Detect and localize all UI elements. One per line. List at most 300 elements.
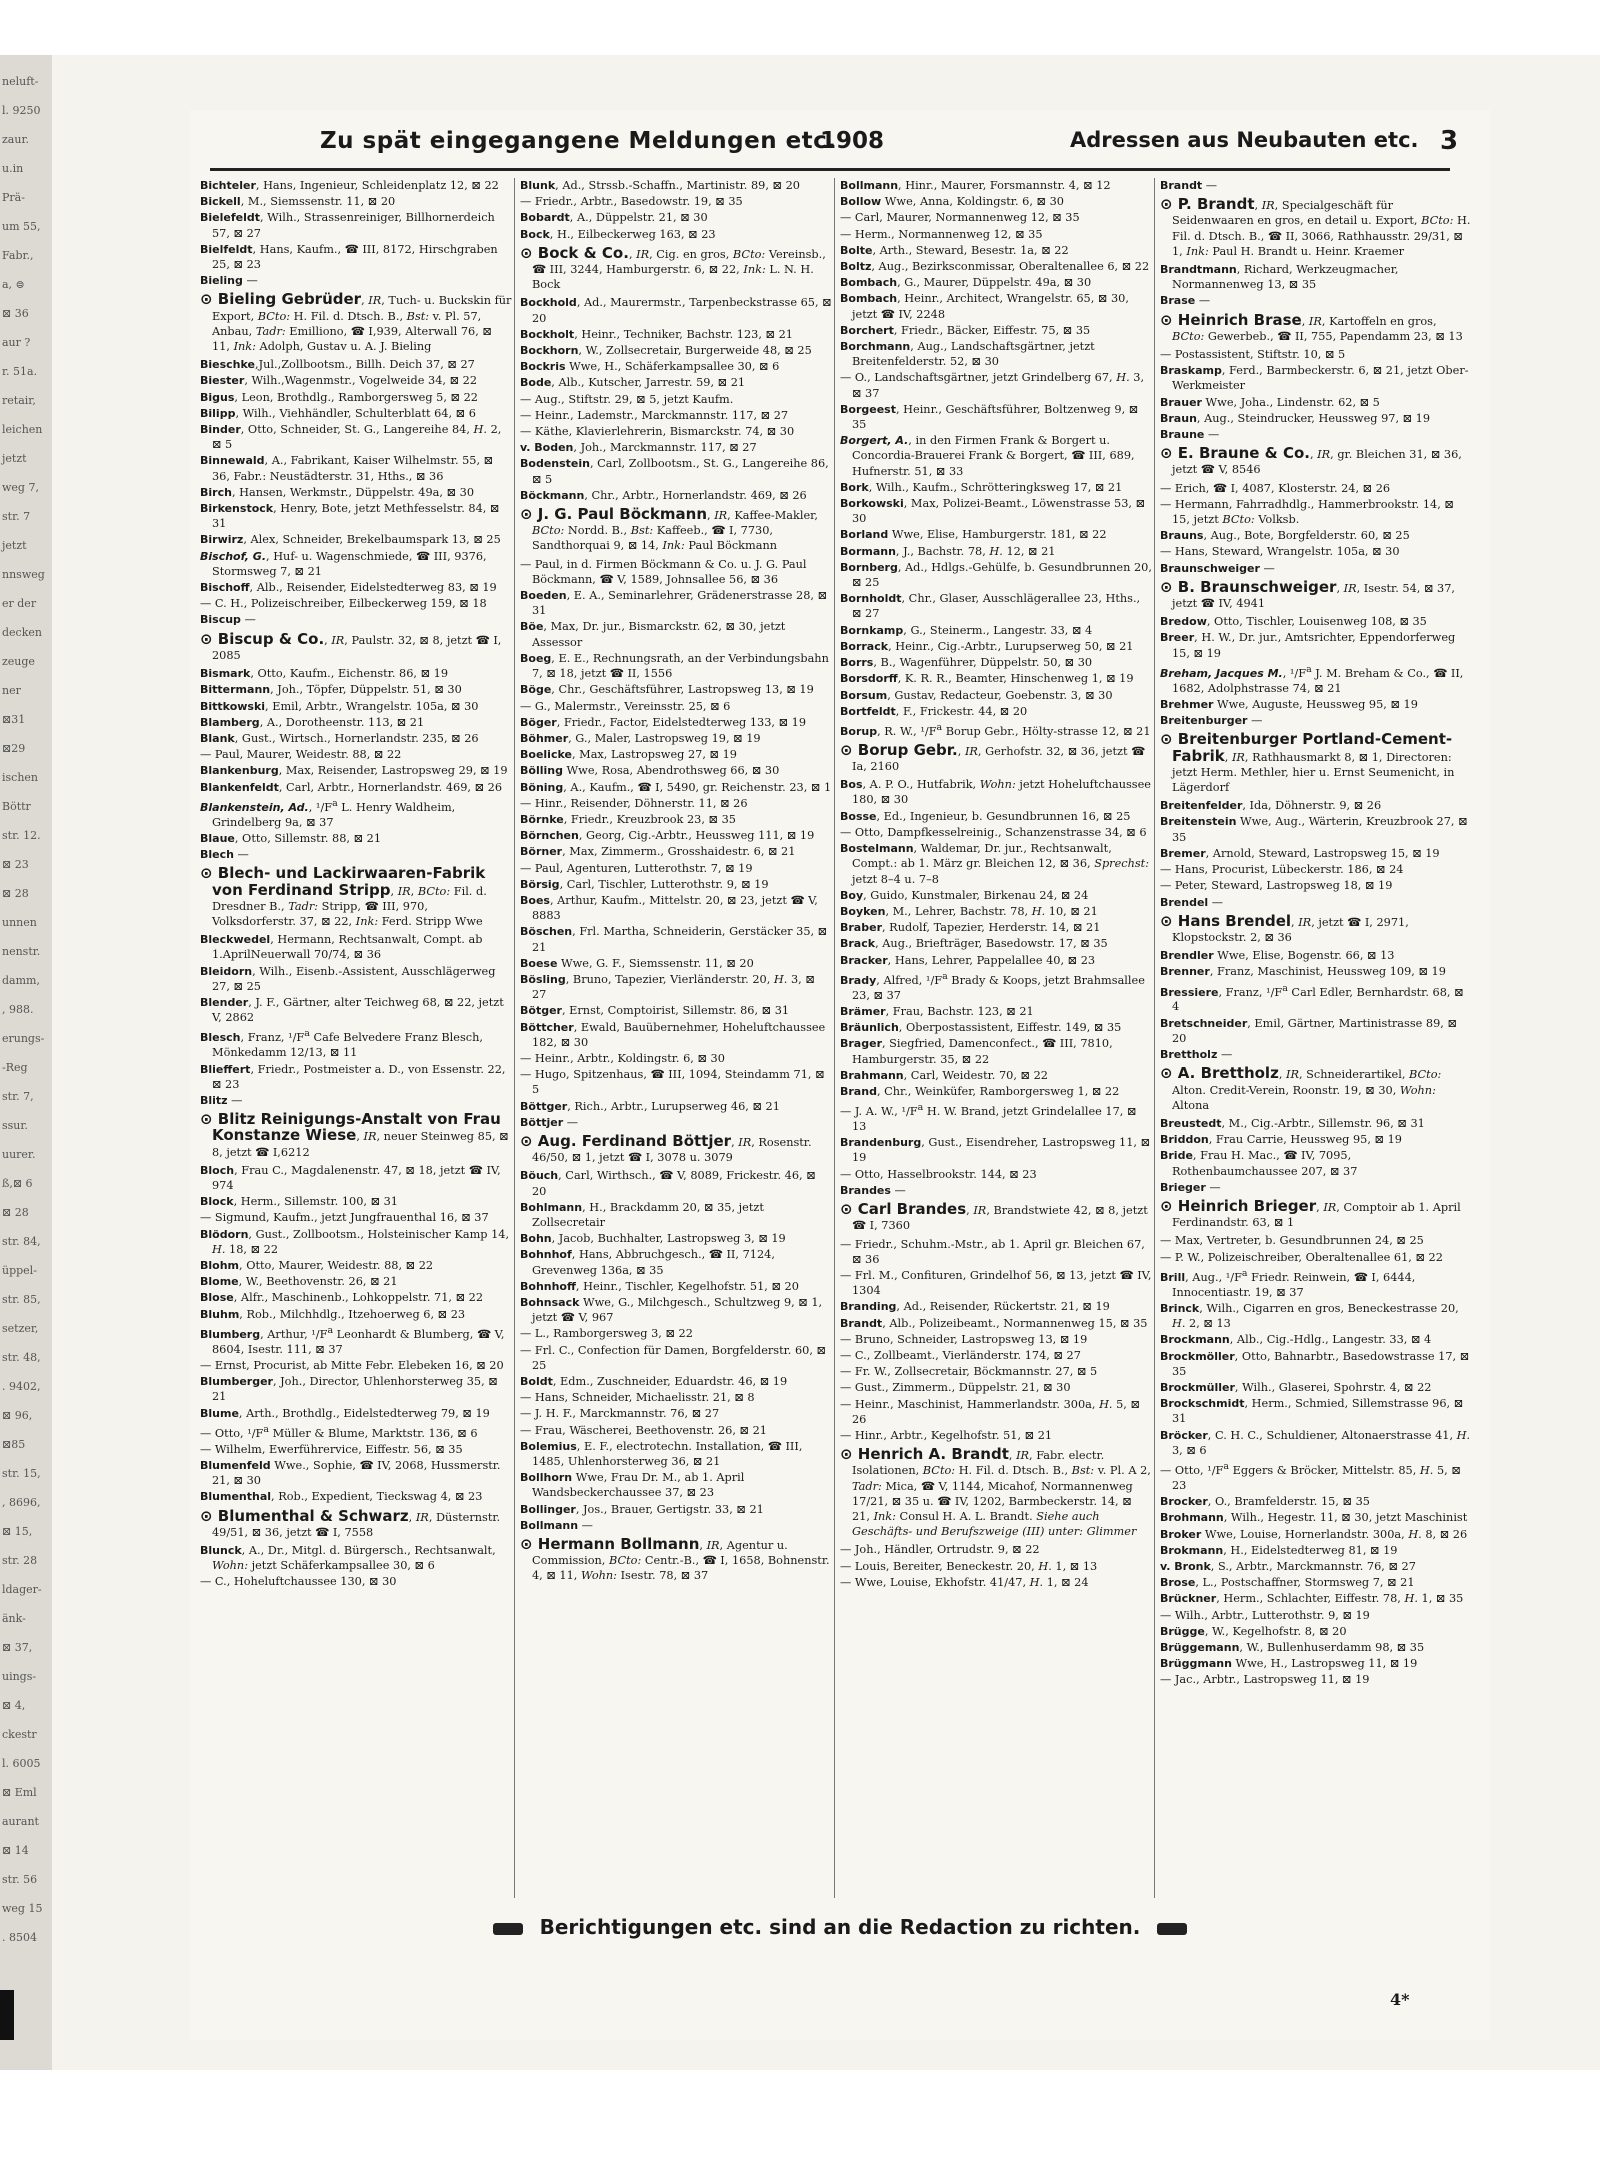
directory-entry: Blumenfeld Wwe., Sophie, ☎ IV, 2068, Hussmerstr. 21, ⊠ 30 — [200, 1458, 501, 1488]
directory-entry: Breitenburger — — [1160, 714, 1263, 728]
previous-page-fragment: damm, — [2, 974, 40, 987]
directory-entry: Borgeest, Heinr., Geschäftsführer, Boltzenweg 9, ⊠ 35 — [840, 402, 1139, 432]
directory-entry: — Otto, Hasselbrookstr. 144, ⊠ 23 — [840, 1167, 1037, 1181]
directory-entry: Boese Wwe, G. F., Siemssenstr. 11, ⊠ 20 — [520, 956, 754, 970]
previous-page-fragment: zaur. — [2, 133, 29, 146]
column-4 — [1160, 178, 1472, 1898]
directory-entry: — Frl. M., Confituren, Grindelhof 56, ⊠ 13, jetzt ☎ IV, 1304 — [840, 1268, 1152, 1298]
directory-entry: Borkowski, Max, Polizei-Beamt., Löwenstrasse 53, ⊠ 30 — [840, 497, 1146, 526]
directory-entry: Brauns, Aug., Bote, Borgfelderstr. 60, ⊠ 25 — [1160, 529, 1410, 543]
directory-entry: Börner, Max, Zimmerm., Grosshaidestr. 6, ⊠ 21 — [520, 845, 796, 859]
directory-entry: Brill, Aug., $^1/F^a$ Friedr. Reinwein, ☎ I, 6444, Innocentiastr. 19, ⊠ 37 — [1160, 1267, 1416, 1299]
directory-entry: — Heinr., Maschinist, Hammerlandstr. 300a, H. 5, ⊠ 26 — [840, 1397, 1140, 1426]
directory-entry: Börsig, Carl, Tischler, Lutterothstr. 9, ⊠ 19 — [520, 877, 769, 891]
directory-entry: — Max, Vertreter, b. Gesundbrunnen 24, ⊠ 25 — [1160, 1234, 1424, 1248]
directory-entry: Borchmann, Aug., Landschaftsgärtner, jetzt Breitenfelderstr. 52, ⊠ 30 — [840, 340, 1095, 369]
directory-entry: Brauer Wwe, Joha., Lindenstr. 62, ⊠ 5 — [1160, 395, 1380, 409]
directory-entry: Bode, Alb., Kutscher, Jarrestr. 59, ⊠ 21 — [520, 376, 746, 390]
previous-page-fragment: unnen — [2, 916, 37, 929]
directory-entry: Bretschneider, Emil, Gärtner, Martinistrasse 89, ⊠ 20 — [1160, 1016, 1457, 1045]
directory-entry: Bolte, Arth., Steward, Besestr. 1a, ⊠ 22 — [840, 243, 1069, 257]
directory-entry: Borrs, B., Wagenführer, Düppelstr. 50, ⊠ 30 — [840, 656, 1093, 670]
directory-entry: — Wwe, Louise, Ekhofstr. 41/47, H. 1, ⊠ 24 — [840, 1575, 1089, 1589]
directory-entry: Bockhold, Ad., Maurermstr., Tarpenbeckstrasse 65, ⊠ 20 — [520, 296, 832, 325]
previous-page-fragment: str. 12. — [2, 829, 41, 842]
directory-entry: Bohnhof, Hans, Abbruchgesch., ☎ II, 7124, Grevenweg 136a, ⊠ 35 — [520, 1248, 775, 1277]
directory-entry: Borup, R. W., $^1/F^a$ Borup Gebr., Hölty-strasse 12, ⊠ 21 — [840, 721, 1151, 738]
directory-entry: — Otto, Dampfkesselreinig., Schanzenstrasse 34, ⊠ 6 — [840, 825, 1147, 839]
directory-entry: ⊙ A. Brettholz, IR, Schneiderartikel, BCto: Alton. Credit-Verein, Roonstr. 19, ⊠ 30, Wohn: Altona — [1160, 1064, 1442, 1112]
previous-page-edge — [0, 55, 52, 2070]
directory-entry: Bockhorn, W., Zollsecretair, Burgerweide 48, ⊠ 25 — [520, 344, 812, 358]
directory-entry: Bollhorn Wwe, Frau Dr. M., ab 1. April Wandsbeckerchaussee 37, ⊠ 23 — [520, 1471, 745, 1500]
directory-entry: Böger, Friedr., Factor, Eidelstedterweg 133, ⊠ 19 — [520, 715, 807, 729]
directory-entry: Blumberg, Arthur, $^1/F^a$ Leonhardt & Blumberg, ☎ V, 8604, Isestr. 111, ⊠ 37 — [200, 1324, 505, 1356]
directory-entry: Bos, A. P. O., Hutfabrik, Wohn: jetzt Hoheluftchaussee 180, ⊠ 30 — [840, 778, 1151, 807]
directory-entry: Brandenburg, Gust., Eisendreher, Lastropsweg 11, ⊠ 19 — [840, 1136, 1151, 1165]
directory-entry: Bredow, Otto, Tischler, Louisenweg 108, ⊠ 35 — [1160, 615, 1427, 629]
previous-page-fragment: ⊠ 36 — [2, 307, 29, 320]
directory-entry: — L., Ramborgersweg 3, ⊠ 22 — [520, 1327, 693, 1341]
directory-entry: Blödorn, Gust., Zollbootsm., Holsteinischer Kamp 14, H. 18, ⊠ 22 — [200, 1227, 510, 1256]
directory-entry: Bombach, Heinr., Architect, Wrangelstr. 65, ⊠ 30, jetzt ☎ IV, 2248 — [840, 292, 1129, 321]
directory-entry: Bleidorn, Wilh., Eisenb.-Assistent, Ausschlägerweg 27, ⊠ 25 — [200, 964, 496, 993]
directory-entry: Boeg, E. E., Rechnungsrath, an der Verbindungsbahn 7, ⊠ 18, jetzt ☎ II, 1556 — [520, 651, 829, 681]
directory-entry: Bötger, Ernst, Comptoirist, Sillemstr. 86, ⊠ 31 — [520, 1004, 790, 1018]
directory-entry: Bielfeldt, Hans, Kaufm., ☎ III, 8172, Hirschgraben 25, ⊠ 23 — [200, 242, 498, 272]
previous-page-fragment: zeuge — [2, 655, 35, 668]
previous-page-fragment: leichen — [2, 423, 43, 436]
directory-entry: Brocker, O., Bramfelderstr. 15, ⊠ 35 — [1160, 1495, 1370, 1509]
directory-entry: Bork, Wilh., Kaufm., Schrötteringksweg 17, ⊠ 21 — [840, 480, 1123, 494]
signature-mark: 4* — [1390, 1990, 1410, 2009]
directory-entry: Breitenstein Wwe, Aug., Wärterin, Kreuzbrook 27, ⊠ 35 — [1160, 815, 1468, 844]
header-left-title: Zu spät eingegangene Meldungen etc. — [320, 128, 837, 154]
directory-entry: Boes, Arthur, Kaufm., Mittelstr. 20, ⊠ 23, jetzt ☎ V, 8883 — [520, 893, 818, 923]
directory-entry: — J. H. F., Marckmannstr. 76, ⊠ 27 — [520, 1407, 720, 1421]
directory-entry: — Heinr., Lademstr., Marckmannstr. 117, ⊠ 27 — [520, 408, 789, 422]
directory-entry: Borsum, Gustav, Redacteur, Goebenstr. 3, ⊠ 30 — [840, 688, 1113, 702]
directory-entry: Boldt, Edm., Zuschneider, Eduardstr. 46, ⊠ 19 — [520, 1375, 788, 1389]
directory-entry: — P. W., Polizeischreiber, Oberaltenallee 61, ⊠ 22 — [1160, 1250, 1443, 1264]
directory-entry: Breer, H. W., Dr. jur., Amtsrichter, Eppendorferweg 15, ⊠ 19 — [1160, 631, 1456, 660]
directory-entry: — Heinr., Arbtr., Koldingstr. 6, ⊠ 30 — [520, 1051, 725, 1065]
previous-page-fragment: ⊠ 28 — [2, 887, 29, 900]
directory-entry: Bieschke,Jul.,Zollbootsm., Billh. Deich 37, ⊠ 27 — [200, 358, 475, 372]
directory-entry: Bluhm, Rob., Milchhdlg., Itzehoerweg 6, ⊠ 23 — [200, 1307, 466, 1321]
previous-page-fragment: ⊠ 96, — [2, 1409, 33, 1422]
previous-page-fragment: jetzt — [2, 452, 27, 465]
directory-page — [190, 110, 1490, 2040]
directory-entry: Bolemius, E. F., electrotechn. Installation, ☎ III, 1485, Uhlenhorsterweg 36, ⊠ 21 — [520, 1439, 803, 1469]
directory-entry: ⊙ Blech- und Lackirwaaren-Fabrik von Ferdinand Stripp, IR, BCto: Fil. d. Dresdner B., Tadr: Stripp, ☎ III, 970, Volksdorferstr. 37, ⊠ 22, Ink: Ferd. Stripp Wwe — [200, 864, 487, 928]
directory-entry: — Wilh., Arbtr., Lutterothstr. 9, ⊠ 19 — [1160, 1608, 1370, 1622]
directory-entry: Brockmöller, Otto, Bahnarbtr., Basedowstrasse 17, ⊠ 35 — [1160, 1349, 1470, 1378]
directory-entry: — Ernst, Procurist, ab Mitte Febr. Elebeken 16, ⊠ 20 — [200, 1358, 504, 1372]
directory-entry: — Frl. C., Confection für Damen, Borgfelderstr. 60, ⊠ 25 — [520, 1343, 826, 1372]
directory-entry: Brügge, W., Kegelhofstr. 8, ⊠ 20 — [1160, 1624, 1347, 1638]
pointing-hand-icon — [493, 1923, 523, 1935]
directory-entry: Brady, Alfred, $^1/F^a$ Brady & Koops, jetzt Brahmsallee 23, ⊠ 37 — [840, 970, 1145, 1002]
previous-page-fragment: retair, — [2, 394, 36, 407]
directory-entry: ⊙ Blitz Reinigungs-Anstalt von Frau Konstanze Wiese, IR, neuer Steinweg 85, ⊠ 8, jetzt ☎ I,6212 — [200, 1110, 509, 1159]
directory-entry: Bigus, Leon, Brothdlg., Ramborgersweg 5, ⊠ 22 — [200, 390, 478, 404]
column-divider — [1154, 178, 1155, 1898]
directory-entry: Branding, Ad., Reisender, Rückertstr. 21, ⊠ 19 — [840, 1300, 1110, 1314]
directory-entry: Bohnhoff, Heinr., Tischler, Kegelhofstr. 51, ⊠ 20 — [520, 1279, 799, 1293]
directory-entry: Block, Herm., Sillemstr. 100, ⊠ 31 — [200, 1195, 398, 1209]
directory-entry: Bielefeldt, Wilh., Strassenreiniger, Billhornerdeich 57, ⊠ 27 — [200, 211, 495, 240]
directory-entry: Brüggmann Wwe, H., Lastropsweg 11, ⊠ 19 — [1160, 1657, 1418, 1671]
previous-page-fragment: ssur. — [2, 1119, 28, 1132]
previous-page-fragment: ⊠85 — [2, 1438, 26, 1451]
directory-entry: — Fr. W., Zollsecretair, Böckmannstr. 27, ⊠ 5 — [840, 1365, 1098, 1379]
directory-entry: — Paul, Agenturen, Lutterothstr. 7, ⊠ 19 — [520, 861, 753, 875]
column-divider — [514, 178, 515, 1898]
directory-entry: Bieling — — [200, 274, 258, 288]
directory-entry: Brase — — [1160, 294, 1211, 308]
directory-entry: — Käthe, Klavierlehrerin, Bismarckstr. 74, ⊠ 30 — [520, 425, 795, 439]
directory-entry: Borland Wwe, Elise, Hamburgerstr. 181, ⊠ 22 — [840, 528, 1107, 542]
directory-entry: Binder, Otto, Schneider, St. G., Langereihe 84, H. 2, ⊠ 5 — [200, 423, 502, 452]
directory-entry: Birch, Hansen, Werkmstr., Düppelstr. 49a, ⊠ 30 — [200, 485, 475, 499]
column-3 — [840, 178, 1152, 1898]
directory-entry: Boelicke, Max, Lastropsweg 27, ⊠ 19 — [520, 748, 737, 762]
directory-entry: Borgert, A., in den Firmen Frank & Borgert u. Concordia-Brauerei Frank & Borgert, ☎ III, 689, Hufnerstr. 51, ⊠ 33 — [840, 434, 1135, 478]
directory-entry: — Friedr., Schuhm.-Mstr., ab 1. April gr. Bleichen 67, ⊠ 36 — [840, 1237, 1145, 1266]
directory-entry: — O., Landschaftsgärtner, jetzt Grindelberg 67, H. 3, ⊠ 37 — [840, 371, 1145, 400]
directory-entry: — Bruno, Schneider, Lastropsweg 13, ⊠ 19 — [840, 1332, 1088, 1346]
directory-entry: Bollmann, Hinr., Maurer, Forsmannstr. 4, ⊠ 12 — [840, 179, 1111, 192]
directory-entry: — Hermann, Fahrradhdlg., Hammerbrookstr. 14, ⊠ 15, jetzt BCto: Volksb. — [1160, 497, 1454, 527]
directory-entry: Blank, Gust., Wirtsch., Hornerlandstr. 235, ⊠ 26 — [200, 731, 479, 745]
previous-page-fragment: um 55, — [2, 220, 41, 233]
directory-entry: — Jac., Arbtr., Lastropsweg 11, ⊠ 19 — [1160, 1673, 1370, 1687]
previous-page-fragment: aur ? — [2, 336, 31, 349]
directory-entry: Bittermann, Joh., Töpfer, Düppelstr. 51, ⊠ 30 — [200, 683, 462, 697]
directory-entry: — J. A. W., $^1/F^a$ H. W. Brand, jetzt Grindelallee 17, ⊠ 13 — [840, 1102, 1137, 1134]
previous-page-fragment: Fabr., — [2, 249, 34, 262]
directory-entry: Breustedt, M., Cig.-Arbtr., Sillemstr. 96, ⊠ 31 — [1160, 1116, 1425, 1130]
directory-entry: Böning, A., Kaufm., ☎ I, 5490, gr. Reichenstr. 23, ⊠ 1 — [520, 780, 832, 794]
directory-entry: Bornholdt, Chr., Glaser, Ausschlägerallee 23, Hths., ⊠ 27 — [840, 592, 1141, 621]
previous-page-fragment: str. 28 — [2, 1554, 38, 1567]
directory-entry: Bollmann — — [520, 1518, 593, 1532]
previous-page-fragment: uurer. — [2, 1148, 36, 1161]
directory-entry: — Erich, ☎ I, 4087, Klosterstr. 24, ⊠ 26 — [1160, 481, 1391, 495]
directory-entry: v. Bronk, S., Arbtr., Marckmannstr. 76, ⊠ 27 — [1160, 1559, 1416, 1573]
page-header — [190, 128, 1490, 162]
directory-entry: — Paul, in d. Firmen Böckmann & Co. u. J. G. Paul Böckmann, ☎ V, 1589, Johnsallee 56, ⊠ 36 — [520, 557, 807, 586]
directory-entry: Böschen, Frl. Martha, Schneiderin, Gerstäcker 35, ⊠ 21 — [520, 925, 828, 954]
page-number: 3 — [1440, 126, 1459, 156]
directory-entry: ⊙ Breitenburger Portland-Cement-Fabrik, IR, Rathhausmarkt 8, ⊠ 1, Directoren: jetzt Herm. Methler, hier u. Ernst Seumenicht, in Lägerdorf — [1160, 730, 1455, 795]
previous-page-fragment: ⊠ 4, — [2, 1699, 26, 1712]
previous-page-fragment: ⊠ Eml — [2, 1786, 37, 1799]
previous-page-fragment: erungs- — [2, 1032, 45, 1045]
directory-entry: Brandt — — [1160, 179, 1218, 192]
directory-entry: Brose, L., Postschaffner, Stormsweg 7, ⊠ 21 — [1160, 1576, 1415, 1590]
directory-entry: — Sigmund, Kaufm., jetzt Jungfrauenthal 16, ⊠ 37 — [200, 1211, 489, 1225]
previous-page-fragment: ckestr — [2, 1728, 37, 1741]
directory-entry: Brohmann, Wilh., Hegestr. 11, ⊠ 30, jetzt Maschinist — [1160, 1511, 1468, 1525]
directory-entry: — Friedr., Arbtr., Basedowstr. 19, ⊠ 35 — [520, 195, 743, 209]
directory-entry: — Aug., Stiftstr. 29, ⊠ 5, jetzt Kaufm. — [520, 392, 734, 406]
previous-page-fragment: str. 48, — [2, 1351, 41, 1364]
directory-entry: Binnewald, A., Fabrikant, Kaiser Wilhelmstr. 55, ⊠ 36, Fabr.: Neustädterstr. 31, Hths., ⊠ 36 — [200, 454, 494, 483]
directory-entry: ⊙ P. Brandt, IR, Specialgeschäft für Seidenwaaren en gros, en detail u. Export, BCto: H. Fil. d. Dtsch. B., ☎ II, 3066, Rathhausstr. 29/31, ⊠ 1, Ink: Paul H. Brandt u. Heinr. Kraemer — [1160, 195, 1471, 258]
directory-entry: ⊙ Carl Brandes, IR, Brandstwiete 42, ⊠ 8, jetzt ☎ I, 7360 — [840, 1200, 1148, 1233]
directory-entry: Blaue, Otto, Sillemstr. 88, ⊠ 21 — [200, 831, 382, 845]
directory-entry: Blumberger, Joh., Director, Uhlenhorsterweg 35, ⊠ 21 — [200, 1375, 498, 1404]
directory-entry: Bockris Wwe, H., Schäferkampsallee 30, ⊠ 6 — [520, 360, 780, 374]
directory-entry: ⊙ J. G. Paul Böckmann, IR, Kaffee-Makler, BCto: Nordd. B., Bst: Kaffeeb., ☎ I, 7730, Sandthorquai 9, ⊠ 14, Ink: Paul Böckmann — [520, 505, 818, 553]
previous-page-fragment: ⊠ 37, — [2, 1641, 33, 1654]
directory-entry: Böuch, Carl, Wirthsch., ☎ V, 8089, Frickestr. 46, ⊠ 20 — [520, 1169, 816, 1198]
directory-entry: Brückner, Herm., Schlachter, Eiffestr. 78, H. 1, ⊠ 35 — [1160, 1592, 1464, 1606]
previous-page-fragment: u.in — [2, 162, 24, 175]
directory-entry: v. Boden, Joh., Marckmannstr. 117, ⊠ 27 — [520, 441, 757, 455]
directory-entry: Broker Wwe, Louise, Hornerlandstr. 300a, H. 8, ⊠ 26 — [1160, 1527, 1468, 1541]
directory-entry: — Postassistent, Stiftstr. 10, ⊠ 5 — [1160, 348, 1346, 362]
previous-page-fragment: -Reg — [2, 1061, 28, 1074]
directory-entry: ⊙ Henrich A. Brandt, IR, Fabr. electr. Isolationen, BCto: H. Fil. d. Dtsch. B., Bst: v. Pl. A 2, Tadr: Mica, ☎ V, 1144, Micahof, Normannenweg 17/21, ⊠ 35 u. ☎ IV, 1202, Barmbeckerstr. 14, ⊠ 21, Ink: Consul H. A. L. Brandt. Siehe auch Geschäfts- und Berufszweige (III) unter: Glimmer — [840, 1445, 1151, 1539]
previous-page-fragment: str. 56 — [2, 1873, 38, 1886]
header-year: 1908 — [820, 128, 885, 154]
directory-entry: Bröcker, C. H. C., Schuldiener, Altonaerstrasse 41, H. 3, ⊠ 6 — [1160, 1428, 1471, 1457]
previous-page-fragment: weg 15 — [2, 1902, 43, 1915]
directory-entry: Bodenstein, Carl, Zollbootsm., St. G., Langereihe 86, ⊠ 5 — [520, 457, 829, 486]
directory-entry: Brand, Chr., Weinküfer, Ramborgersweg 1, ⊠ 22 — [840, 1084, 1120, 1098]
directory-entry: Bösling, Bruno, Tapezier, Vierländerstr. 20, H. 3, ⊠ 27 — [520, 972, 815, 1002]
previous-page-fragment: jetzt — [2, 539, 27, 552]
directory-entry: Bichteler, Hans, Ingenieur, Schleidenplatz 12, ⊠ 22 — [200, 179, 499, 192]
directory-entry: Blankenstein, Ad., $^1/F^a$ L. Henry Waldheim, Grindelberg 9a, ⊠ 37 — [200, 797, 456, 829]
previous-page-fragment: er der — [2, 597, 37, 610]
previous-page-fragment: üppel- — [2, 1264, 37, 1277]
previous-page-fragment: str. 85, — [2, 1293, 41, 1306]
previous-page-fragment: , 988. — [2, 1003, 34, 1016]
column-divider — [834, 178, 835, 1898]
directory-entry: Borchert, Friedr., Bäcker, Eiffestr. 75, ⊠ 35 — [840, 323, 1091, 337]
previous-page-fragment: ldager- — [2, 1583, 42, 1596]
directory-entry: — Wilhelm, Ewerführervice, Eiffestr. 56, ⊠ 35 — [200, 1442, 463, 1456]
directory-entry: — Paul, Maurer, Weidestr. 88, ⊠ 22 — [200, 748, 402, 762]
directory-entry: — C., Hoheluftchaussee 130, ⊠ 30 — [200, 1575, 397, 1589]
directory-entry: Brandtmann, Richard, Werkzeugmacher, Normannenweg 13, ⊠ 35 — [1160, 263, 1399, 292]
previous-page-fragment: aurant — [2, 1815, 39, 1828]
directory-entry: Bride, Frau H. Mac., ☎ IV, 7095, Rothenbaumchaussee 207, ⊠ 37 — [1160, 1149, 1358, 1178]
directory-entry: — Carl, Maurer, Normannenweg 12, ⊠ 35 — [840, 211, 1080, 225]
previous-page-fragment: . 8504 — [2, 1931, 37, 1944]
directory-entry: Bormann, J., Bachstr. 78, H. 12, ⊠ 21 — [840, 544, 1056, 558]
directory-entry: Bressiere, Franz, $^1/F^a$ Carl Edler, Bernhardstr. 68, ⊠ 4 — [1160, 982, 1464, 1014]
directory-entry: Böhmer, G., Maler, Lastropsweg 19, ⊠ 19 — [520, 731, 761, 745]
directory-entry: Blunk, Ad., Strssb.-Schaffn., Martinistr. 89, ⊠ 20 — [520, 179, 800, 192]
directory-entry: Braun, Aug., Steindrucker, Heussweg 97, ⊠ 19 — [1160, 411, 1431, 425]
previous-page-fragment: . 9402, — [2, 1380, 41, 1393]
directory-entry: Böttjer — — [520, 1115, 579, 1129]
directory-entry: Brockmüller, Wilh., Glaserei, Spohrstr. 4, ⊠ 22 — [1160, 1380, 1432, 1394]
directory-entry: Birkenstock, Henry, Bote, jetzt Methfesselstr. 84, ⊠ 31 — [200, 502, 500, 531]
directory-entry: Bornberg, Ad., Hdlgs.-Gehülfe, b. Gesundbrunnen 20, ⊠ 25 — [840, 560, 1152, 590]
previous-page-fragment: l. 6005 — [2, 1757, 41, 1770]
previous-page-fragment: ⊠ 15, — [2, 1525, 33, 1538]
directory-entry: — Gust., Zimmerm., Düppelstr. 21, ⊠ 30 — [840, 1381, 1071, 1395]
previous-page-fragment: ner — [2, 684, 21, 697]
directory-entry: Braune — — [1160, 428, 1220, 442]
directory-entry: Brager, Siegfried, Damenconfect., ☎ III, 7810, Hamburgerstr. 35, ⊠ 22 — [840, 1037, 1113, 1066]
directory-entry: Brockmann, Alb., Cig.-Hdlg., Langestr. 33, ⊠ 4 — [1160, 1333, 1432, 1347]
directory-entry: Bohnsack Wwe, G., Milchgesch., Schultzweg 9, ⊠ 1, jetzt ☎ V, 967 — [520, 1296, 823, 1325]
directory-entry: ⊙ Biscup & Co., IR, Paulstr. 32, ⊠ 8, jetzt ☎ I, 2085 — [200, 629, 502, 662]
directory-entry: Blome, W., Beethovenstr. 26, ⊠ 21 — [200, 1275, 398, 1289]
previous-page-fragment: decken — [2, 626, 42, 639]
directory-entry: Brieger — — [1160, 1180, 1221, 1194]
directory-entry: Böttger, Rich., Arbtr., Lurupserweg 46, ⊠ 21 — [520, 1099, 780, 1113]
directory-entry: Blumenthal, Rob., Expedient, Tieckswag 4, ⊠ 23 — [200, 1490, 483, 1504]
directory-entry: Bilipp, Wilh., Viehhändler, Schulterblatt 64, ⊠ 6 — [200, 406, 476, 420]
directory-entry: Brenner, Franz, Maschinist, Heussweg 109, ⊠ 19 — [1160, 965, 1446, 979]
directory-entry: — Herm., Normannenweg 12, ⊠ 35 — [840, 227, 1043, 241]
directory-entry: Böe, Max, Dr. jur., Bismarckstr. 62, ⊠ 30, jetzt Assessor — [520, 620, 786, 649]
previous-page-fragment: setzer, — [2, 1322, 39, 1335]
header-right-title: Adressen aus Neubauten etc. — [1070, 128, 1419, 152]
directory-entry: Blankenfeldt, Carl, Arbtr., Hornerlandstr. 469, ⊠ 26 — [200, 780, 503, 794]
directory-entry: Brendler Wwe, Elise, Bogenstr. 66, ⊠ 13 — [1160, 949, 1395, 963]
previous-page-fragment: ischen — [2, 771, 39, 784]
directory-entry: Bosse, Ed., Ingenieur, b. Gesundbrunnen 16, ⊠ 25 — [840, 809, 1131, 823]
directory-entry: Boy, Guido, Kunstmaler, Birkenau 24, ⊠ 24 — [840, 888, 1089, 902]
previous-page-fragment: nenstr. — [2, 945, 41, 958]
directory-entry: — Frau, Wäscherei, Beethovenstr. 26, ⊠ 21 — [520, 1423, 767, 1437]
directory-entry: Borrack, Heinr., Cig.-Arbtr., Lurupserweg 50, ⊠ 21 — [840, 639, 1134, 653]
directory-entry: — Hans, Procurist, Lübeckerstr. 186, ⊠ 24 — [1160, 863, 1404, 877]
previous-page-fragment: ⊠ 23 — [2, 858, 29, 871]
directory-entry: Bock, H., Eilbeckerweg 163, ⊠ 23 — [520, 227, 716, 241]
directory-entry: Brehmer Wwe, Auguste, Heussweg 95, ⊠ 19 — [1160, 698, 1418, 712]
directory-entry: Bräunlich, Oberpostassistent, Eiffestr. 149, ⊠ 35 — [840, 1021, 1122, 1035]
previous-page-fragment: a, ⊜ — [2, 278, 25, 291]
directory-entry: Blender, J. F., Gärtner, alter Teichweg 68, ⊠ 22, jetzt V, 2862 — [200, 995, 504, 1025]
directory-entry: — Peter, Steward, Lastropsweg 18, ⊠ 19 — [1160, 879, 1393, 893]
previous-page-fragment: str. 7, — [2, 1090, 34, 1103]
previous-page-fragment: , 8696, — [2, 1496, 41, 1509]
directory-entry: Brüggemann, W., Bullenhuserdamm 98, ⊠ 35 — [1160, 1640, 1425, 1654]
previous-page-fragment: Prä- — [2, 191, 25, 204]
directory-entry: ⊙ Blumenthal & Schwarz, IR, Düsternstr. 49/51, ⊠ 36, jetzt ☎ I, 7558 — [200, 1506, 501, 1539]
directory-entry: ⊙ B. Braunschweiger, IR, Isestr. 54, ⊠ 37, jetzt ☎ IV, 4941 — [1160, 577, 1455, 611]
directory-entry: ⊙ Borup Gebr., IR, Gerhofstr. 32, ⊠ 36, jetzt ☎ Ia, 2160 — [840, 740, 1146, 774]
directory-entry: ⊙ E. Braune & Co., IR, gr. Bleichen 31, ⊠ 36, jetzt ☎ V, 8546 — [1160, 444, 1462, 477]
directory-entry: Bickell, M., Siemssenstr. 11, ⊠ 20 — [200, 195, 396, 209]
directory-entry: ⊙ Heinrich Brieger, IR, Comptoir ab 1. April Ferdinandstr. 63, ⊠ 1 — [1160, 1196, 1461, 1230]
directory-entry: Bockholt, Heinr., Techniker, Bachstr. 123, ⊠ 21 — [520, 327, 793, 341]
directory-entry: Blitz — — [200, 1093, 243, 1107]
directory-entry: Bobardt, A., Düppelstr. 21, ⊠ 30 — [520, 211, 708, 225]
previous-page-fragment: neluft- — [2, 75, 39, 88]
previous-page-fragment: ⊠31 — [2, 713, 26, 726]
directory-entry: Brack, Aug., Briefträger, Basedowstr. 17, ⊠ 35 — [840, 937, 1108, 951]
directory-entry: Braunschweiger — — [1160, 561, 1275, 575]
directory-entry: Brokmann, H., Eidelstedterweg 81, ⊠ 19 — [1160, 1543, 1398, 1557]
directory-entry: ⊙ Bieling Gebrüder, IR, Tuch- u. Buckskin für Export, BCto: H. Fil. d. Dtsch. B., Bst: v. Pl. 57, Anbau, Tadr: Emilliono, ☎ I,939, Alterwall 76, ⊠ 11, Ink: Adolph, Gustav u. A. J. Bieling — [200, 290, 512, 354]
directory-entry: Bittkowski, Emil, Arbtr., Wrangelstr. 105a, ⊠ 30 — [200, 699, 479, 713]
column-2 — [520, 178, 832, 1898]
directory-entry: Boyken, M., Lehrer, Bachstr. 78, H. 10, ⊠ 21 — [840, 904, 1098, 918]
directory-entry: Börnke, Friedr., Kreuzbrook 23, ⊠ 35 — [520, 812, 736, 826]
directory-entry: Borsdorff, K. R. R., Beamter, Hinschenweg 1, ⊠ 19 — [840, 672, 1134, 686]
directory-entry: ⊙ Bock & Co., IR, Cig. en gros, BCto: Vereinsb., ☎ III, 3244, Hamburgerstr. 6, ⊠ 22, Ink: L. N. H. Bock — [520, 243, 826, 292]
header-rule — [210, 168, 1450, 171]
directory-entry: Bornkamp, G., Steinerm., Langestr. 33, ⊠ 4 — [840, 623, 1093, 637]
directory-entry: Bismark, Otto, Kaufm., Eichenstr. 86, ⊠ 19 — [200, 667, 449, 681]
directory-entry: Böge, Chr., Geschäftsführer, Lastropsweg 13, ⊠ 19 — [520, 683, 814, 697]
directory-entry: Blieffert, Friedr., Postmeister a. D., von Essenstr. 22, ⊠ 23 — [200, 1062, 506, 1091]
directory-entry: — C., Zollbeamt., Vierländerstr. 174, ⊠ 27 — [840, 1348, 1081, 1362]
directory-entry: Blamberg, A., Dorotheenstr. 113, ⊠ 21 — [200, 715, 425, 729]
directory-entry: Blunck, A., Dr., Mitgl. d. Bürgersch., Rechtsanwalt, Wohn: jetzt Schäferkampsallee 30, ⊠ 6 — [200, 1543, 496, 1573]
directory-entry: Brämer, Frau, Bachstr. 123, ⊠ 21 — [840, 1004, 1034, 1018]
directory-entry: Blume, Arth., Brothdlg., Eidelstedterweg 79, ⊠ 19 — [200, 1406, 490, 1420]
directory-entry: Blankenburg, Max, Reisender, Lastropsweg 29, ⊠ 19 — [200, 764, 508, 778]
previous-page-fragment: ⊠29 — [2, 742, 26, 755]
directory-entry: — Otto, $^1/F^a$ Eggers & Bröcker, Mittelstr. 85, H. 5, ⊠ 23 — [1160, 1460, 1461, 1492]
directory-entry: Birwirz, Alex, Schneider, Brekelbaumspark 13, ⊠ 25 — [200, 533, 501, 547]
directory-entry: — C. H., Polizeischreiber, Eilbeckerweg 159, ⊠ 18 — [200, 597, 487, 611]
directory-entry: Braber, Rudolf, Tapezier, Herderstr. 14, ⊠ 21 — [840, 921, 1101, 935]
previous-page-fragment: weg 7, — [2, 481, 39, 494]
directory-entry: Blesch, Franz, $^1/F^a$ Cafe Belvedere Franz Blesch, Mönkedamm 12/13, ⊠ 11 — [200, 1028, 483, 1060]
previous-page-fragment: änk- — [2, 1612, 26, 1625]
directory-entry: — Otto, $^1/F^a$ Müller & Blume, Marktstr. 136, ⊠ 6 — [200, 1423, 478, 1440]
directory-entry: Bostelmann, Waldemar, Dr. jur., Rechtsanwalt, Compt.: ab 1. März gr. Bleichen 12, ⊠ 36, Sprechst: jetzt 8–4 u. 7–8 — [840, 842, 1150, 886]
directory-entry: — Hinr., Reisender, Döhnerstr. 11, ⊠ 26 — [520, 796, 748, 810]
directory-entry: Braskamp, Ferd., Barmbeckerstr. 6, ⊠ 21, jetzt Ober-Werkmeister — [1160, 364, 1469, 393]
directory-entry: — G., Malermstr., Vereinsstr. 25, ⊠ 6 — [520, 699, 731, 713]
directory-entry: Boltz, Aug., Bezirksconmissar, Oberaltenallee 6, ⊠ 22 — [840, 260, 1150, 274]
previous-page-fragment: str. 84, — [2, 1235, 41, 1248]
directory-entry: Böttcher, Ewald, Bauübernehmer, Hoheluftchaussee 182, ⊠ 30 — [520, 1020, 826, 1049]
directory-entry: ⊙ Hans Brendel, IR, jetzt ☎ I, 2971, Klopstockstr. 2, ⊠ 36 — [1160, 911, 1409, 944]
directory-entry: Blech — — [200, 848, 249, 862]
directory-entry: Bloch, Frau C., Magdalenenstr. 47, ⊠ 18, jetzt ☎ IV, 974 — [200, 1163, 501, 1192]
column-1 — [200, 178, 512, 1898]
binding-mark — [0, 1990, 14, 2040]
directory-entry: Bollinger, Jos., Brauer, Gertigstr. 33, ⊠ 21 — [520, 1502, 764, 1516]
directory-entry: Bracker, Hans, Lehrer, Pappelallee 40, ⊠ 23 — [840, 953, 1096, 967]
directory-entry: Bohlmann, H., Brackdamm 20, ⊠ 35, jetzt Zollsecretair — [520, 1200, 764, 1229]
directory-entry: Bleckwedel, Hermann, Rechtsanwalt, Compt. ab 1.AprilNeuerwall 70/74, ⊠ 36 — [200, 933, 483, 962]
previous-page-fragment: r. 51a. — [2, 365, 38, 378]
previous-page-fragment: ⊠ 28 — [2, 1206, 29, 1219]
previous-page-fragment: ß,⊠ 6 — [2, 1177, 33, 1190]
previous-page-fragment: uings- — [2, 1670, 37, 1683]
directory-entry: Biscup — — [200, 613, 256, 627]
directory-entry: ⊙ Heinrich Brase, IR, Kartoffeln en gros, BCto: Gewerbeb., ☎ II, 755, Papendamm 23, ⊠ 13 — [1160, 310, 1463, 343]
directory-entry: — Louis, Bereiter, Beneckestr. 20, H. 1, ⊠ 13 — [840, 1559, 1098, 1573]
directory-entry: Blose, Alfr., Maschinenb., Lohkoppelstr. 71, ⊠ 22 — [200, 1291, 484, 1305]
previous-page-fragment: l. 9250 — [2, 104, 41, 117]
directory-entry: — Hans, Schneider, Michaelisstr. 21, ⊠ 8 — [520, 1391, 755, 1405]
directory-entry: Biester, Wilh.,Wagenmstr., Vogelweide 34, ⊠ 22 — [200, 374, 478, 388]
directory-entry: Brockschmidt, Herm., Schmied, Sillemstrasse 96, ⊠ 31 — [1160, 1397, 1464, 1426]
directory-entry: Brahmann, Carl, Weidestr. 70, ⊠ 22 — [840, 1068, 1048, 1082]
directory-entry: — Joh., Händler, Ortrudstr. 9, ⊠ 22 — [840, 1543, 1040, 1557]
directory-entry: Boeden, E. A., Seminarlehrer, Grädenerstrasse 28, ⊠ 31 — [520, 589, 828, 618]
directory-entry: — Hugo, Spitzenhaus, ☎ III, 1094, Steindamm 71, ⊠ 5 — [520, 1068, 825, 1097]
previous-page-fragment: nnsweg — [2, 568, 45, 581]
